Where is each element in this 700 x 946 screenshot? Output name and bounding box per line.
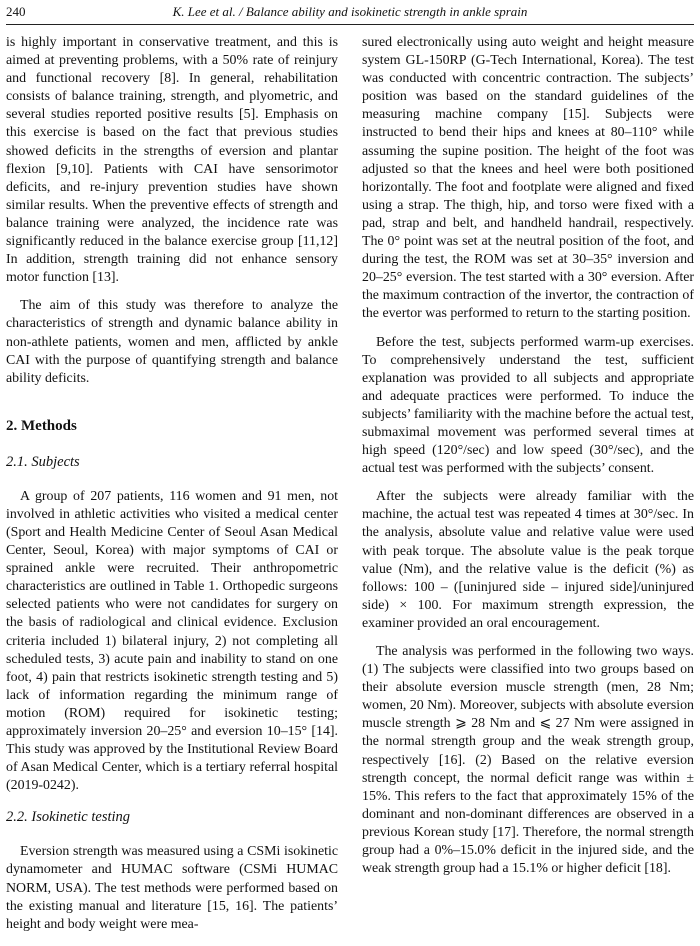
subsection-heading-isokinetic: 2.2. Isokinetic testing xyxy=(6,809,131,826)
left-column xyxy=(6,34,338,944)
paragraph-warmup: Before the test, subjects performed warm-up exercises. To comprehensively understand the test, sufficient explanation was provided to all subjects and appropriate and adequate practices were performed. To induce the subjects’ familiarity with the machine before the actual test, submaximal movement was performed several times at high speed (120°/sec) and low speed (30°/sec), and the actual test was performed with the subjects’ consent. xyxy=(362,334,694,477)
running-header xyxy=(6,2,694,22)
section-heading-methods: 2. Methods xyxy=(6,417,77,434)
right-column xyxy=(362,34,694,888)
page-number: 240 xyxy=(6,4,26,19)
paragraph-actual-test: After the subjects were already familiar with the machine, the actual test was repeated 4 times at 30°/sec. In the analysis, absolute value and relative value were used with peak torque. The absolute value is the peak torque value (Nm), and the relative value is the deficit (%) as follows: 100 – ([uninjured side – injured side]/uninjured side) × 100. For maximum strength expression, the examiner provided an oral encouragement. xyxy=(362,489,694,631)
paragraph-subjects: A group of 207 patients, 116 women and 91 men, not involved in athletic activities who visited a medical center (Sport and Health Medicine Center of Seoul Asan Medical Center, Seoul, Korea) with major symptoms of CAI or sprained ankle were recruited. Their anthropometric characteristics are outlined in Table 1. Orthopedic surgeons selected patients who were not candidates for surgery on the basis of radiological and clinical evidence. Exclusion criteria included 1) bilateral injury, 2) not completing all scheduled tests, 3) acute pain and inability to stand on one foot, 4) pain that restricts isokinetic strength testing and 5) lack of information regarding the minimum range of motion (ROM) required for isokinetic testing; approximately inversion 20–25° and eversion 10–15° [14]. This study was approved by the Institutional Review Board of Asan Medical Center, which is a tertiary referral hospital (2019-0242). xyxy=(6,488,338,794)
paragraph-aim: The aim of this study was therefore to analyze the characteristics of strength and dynamic balance ability in non-athlete patients, women and men, afflicted by ankle CAI with the purpose of quantifying strength and balance ability deficits. xyxy=(6,298,338,386)
paragraph-intro-continued: is highly important in conservative treatment, and this is aimed at preventing problems, with a 50% rate of reinjury and functional recovery [8]. In general, rehabilitation consists of balance training, strength, and plyometric, and several studies reported positive results [5]. Emphasis on this exercise is based on the fact that previous studies showed deficits in the strengths of eversion and plantar flexion [9,10]. Patients with CAI have sensorimotor deficits, and re-injury prevention studies have shown similar results. When the preventive effects of strength and balance training were analyzed, the incidence rate was significantly reduced in the balance exercise group [11,12] In addition, strength training did not enhance sensory motor function [13]. xyxy=(6,35,338,286)
paragraph-analysis: The analysis was performed in the following two ways. (1) The subjects were classified into two groups based on their absolute eversion muscle strength (men, 28 Nm; women, 20 Nm). Moreover, subjects with absolute eversion muscle strength ⩾ 28 Nm and ⩽ 27 Nm were assigned in the normal strength group and the weak strength group, respectively [16]. (2) Based on the relative eversion strength concept, the normal deficit range was within ± 15%. This refers to the fact that approximately 15% of the dominant and non-dominant differences are observed in a previous Korean study [17]. Therefore, the normal strength group had a 0%–15.0% deficit in the injured side, and the weak strength group had a 15.1% or higher deficit [18]. xyxy=(362,644,694,877)
subsection-heading-subjects: 2.1. Subjects xyxy=(6,453,80,470)
paragraph-isokinetic: Eversion strength was measured using a CSMi isokinetic dynamometer and HUMAC software (CSMi HUMAC NORM, USA). The test methods were performed based on the existing manual and literature [15, 16]. The patients’ height and body weight were mea- xyxy=(6,844,338,932)
running-title: K. Lee et al. / Balance ability and isokinetic strength in ankle sprain xyxy=(172,4,528,19)
header-rule xyxy=(6,24,694,25)
paragraph-measurement: sured electronically using auto weight and height measure system GL-150RP (G-Tech International, Korea). The test was conducted with concentric contraction. The subjects’ position was based on the standard guidelines of the measuring machine company [15]. Subjects were instructed to bend their hips and knees at 80–110° while assuming the supine position. The height of the foot was adjusted so that the knees and heel were both positioned horizontally. The foot and footplate were aligned and fixed using a strap. The thigh, hip, and torso were fixed with a pad, strap and belt, and handheld handrail, respectively. The 0° point was set at the neutral position of the foot, and during the test, the ROM was set at 30–35° inversion and 20–25° eversion. The test started with a 30° eversion. After the maximum contraction of the invertor, the contraction of the evertor was performed to return to the starting position. xyxy=(362,35,694,322)
